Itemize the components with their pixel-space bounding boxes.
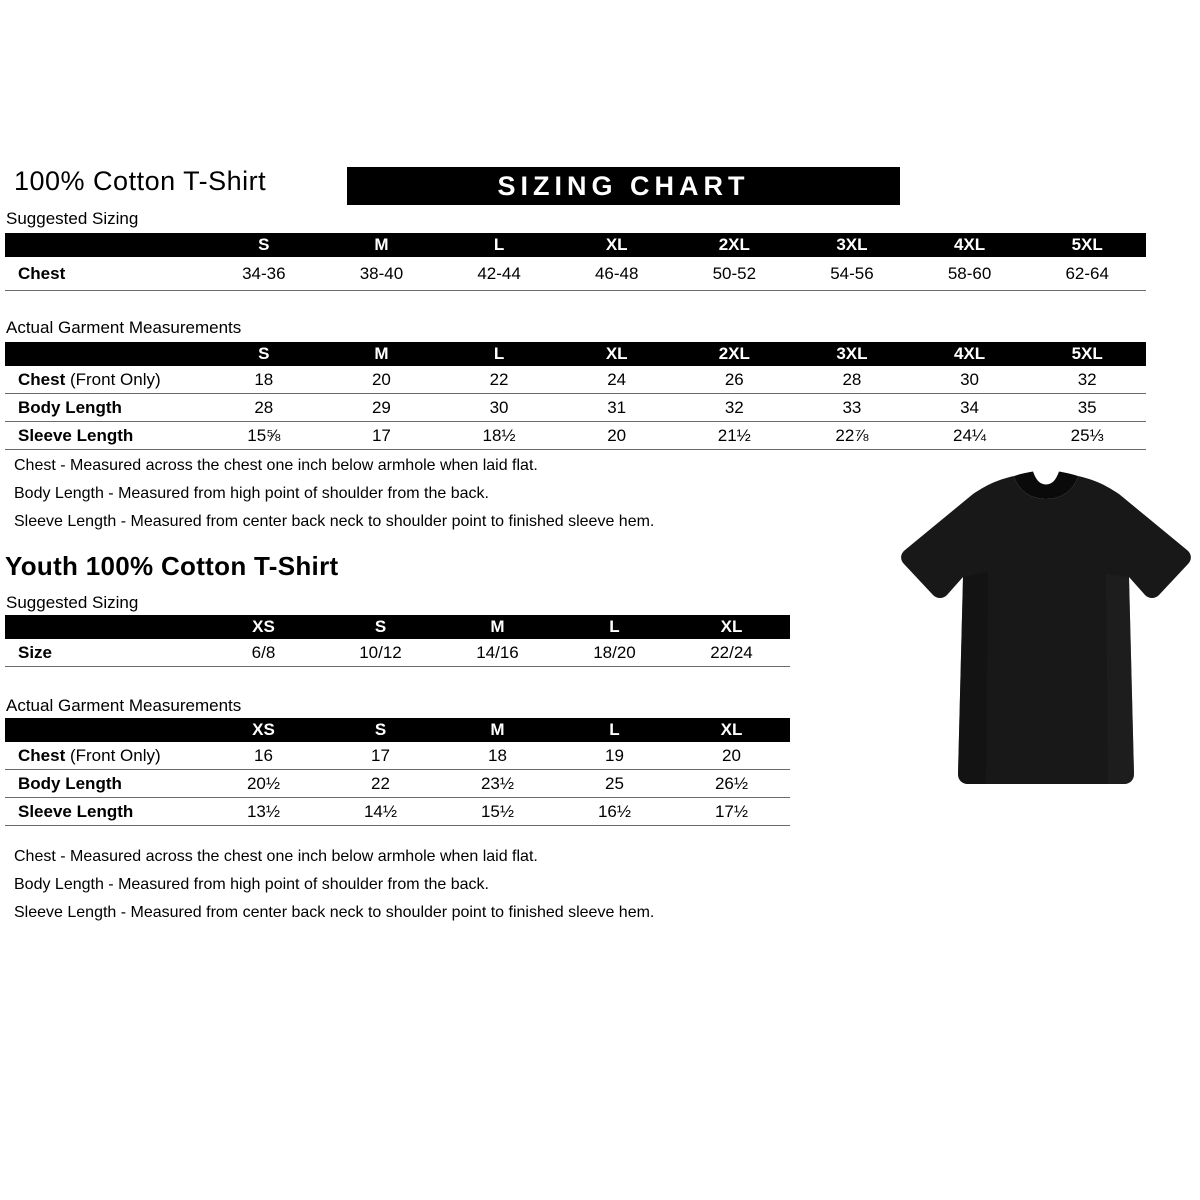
size-value-cell: 20 (371, 369, 391, 389)
size-value-cell: 32 (724, 397, 744, 417)
row-label-text: Chest (18, 745, 66, 765)
size-value-cell: 10/12 (359, 642, 402, 662)
size-value-cell: 50-52 (712, 263, 757, 283)
size-value-cell: 22/24 (710, 642, 753, 662)
row-label: Size (18, 642, 53, 662)
column-header: 3XL (836, 235, 868, 254)
column-header: S (374, 617, 387, 636)
table-row (5, 639, 790, 667)
column-header: 5XL (1071, 235, 1103, 254)
size-value-cell: 46-48 (594, 263, 639, 283)
row-label (5, 802, 205, 822)
youth-measurement-notes (14, 843, 654, 927)
size-value-cell: 28 (254, 397, 274, 417)
size-value-cell: 24 (607, 369, 627, 389)
column-header: XL (720, 720, 743, 739)
size-value-cell: 25 (605, 773, 624, 793)
column-header: S (258, 344, 270, 363)
column-header: M (490, 720, 505, 739)
row-label (5, 774, 205, 794)
size-value-cell: 18 (254, 369, 274, 389)
size-value-cell: 22 (371, 773, 390, 793)
size-value-cell: 17 (371, 745, 390, 765)
youth-actual-measurements-table (5, 718, 790, 826)
column-header: S (258, 235, 270, 254)
note-body-length: Body Length - Measured from high point of shoulder from the back. (14, 485, 489, 502)
table-row (5, 257, 1146, 291)
table-row (5, 394, 1146, 422)
table-header-row (5, 342, 1146, 366)
size-value-cell: 42-44 (477, 263, 521, 283)
row-label-text: Body Length (18, 773, 122, 793)
size-value-cell: 38-40 (359, 263, 404, 283)
column-header: M (374, 235, 389, 254)
size-value-cell: 26 (724, 369, 744, 389)
size-value-cell: 28 (842, 369, 862, 389)
table-header-row (5, 718, 790, 742)
size-value-cell: 33 (842, 397, 862, 417)
youth-section-title: Youth 100% Cotton T-Shirt (5, 551, 339, 581)
row-label-text: Sleeve Length (18, 801, 134, 821)
youth-actual-measurements-label: Actual Garment Measurements (6, 696, 242, 715)
row-label-text: Sleeve Length (18, 425, 134, 445)
size-value-cell: 62-64 (1065, 263, 1109, 283)
size-value-cell: 34 (960, 397, 980, 417)
size-value-cell: 15⅝ (247, 425, 281, 445)
size-value-cell: 21½ (717, 425, 751, 445)
note-chest: Chest - Measured across the chest one inch below armhole when laid flat. (14, 848, 538, 865)
column-header: L (493, 344, 505, 363)
column-header: M (374, 344, 389, 363)
column-header: L (493, 235, 505, 254)
size-value-cell: 20 (607, 425, 627, 445)
size-value-cell: 18 (488, 745, 507, 765)
adult-actual-measurements-label: Actual Garment Measurements (6, 318, 242, 337)
adult-suggested-sizing-table (5, 233, 1146, 291)
row-label (5, 426, 205, 446)
table-row (5, 770, 790, 798)
size-value-cell: 16 (254, 745, 273, 765)
size-value-cell: 6/8 (251, 642, 276, 662)
row-label-suffix: (Front Only) (65, 745, 161, 765)
size-value-cell: 30 (960, 369, 980, 389)
column-header: XL (605, 344, 628, 363)
table-header-row (5, 233, 1146, 257)
column-header: L (609, 720, 620, 739)
size-value-cell: 29 (371, 397, 391, 417)
size-value-cell: 20 (722, 745, 741, 765)
tshirt-icon (896, 462, 1196, 814)
table-row (5, 422, 1146, 450)
table-row (5, 798, 790, 826)
row-label (5, 370, 205, 390)
row-label-text: Chest (18, 369, 66, 389)
size-value-cell: 30 (489, 397, 509, 417)
size-value-cell: 19 (605, 745, 624, 765)
size-value-cell: 25⅓ (1070, 425, 1104, 445)
youth-suggested-sizing-table (5, 615, 790, 667)
size-value-cell: 18/20 (593, 642, 636, 662)
column-header: 5XL (1071, 344, 1103, 363)
size-value-cell: 17 (371, 425, 391, 445)
row-label (5, 746, 205, 766)
table-row (5, 366, 1146, 394)
size-value-cell: 24¼ (953, 425, 987, 445)
page-title: 100% Cotton T-Shirt (14, 166, 267, 196)
size-value-cell: 17½ (714, 801, 749, 821)
column-header: S (374, 720, 387, 739)
column-header: XS (252, 617, 275, 636)
size-value-cell: 14/16 (476, 642, 519, 662)
column-header: L (609, 617, 620, 636)
size-value-cell: 16½ (597, 801, 632, 821)
youth-suggested-sizing-label: Suggested Sizing (6, 593, 139, 612)
row-label-text: Body Length (18, 397, 122, 417)
column-header: XL (720, 617, 743, 636)
size-value-cell: 20½ (246, 773, 281, 793)
row-label-suffix: (Front Only) (65, 369, 161, 389)
size-value-cell: 35 (1077, 397, 1097, 417)
table-row (5, 742, 790, 770)
column-header: 4XL (953, 344, 986, 363)
adult-suggested-sizing-label: Suggested Sizing (6, 209, 139, 228)
size-value-cell: 54-56 (830, 263, 874, 283)
column-header: 3XL (836, 344, 868, 363)
column-header: M (490, 617, 505, 636)
column-header: XS (252, 720, 275, 739)
note-sleeve-length: Sleeve Length - Measured from center back neck to shoulder point to finished sleeve hem. (14, 513, 655, 530)
note-body-length: Body Length - Measured from high point of shoulder from the back. (14, 876, 489, 893)
size-value-cell: 26½ (714, 773, 749, 793)
size-value-cell: 23½ (480, 773, 515, 793)
size-value-cell: 58-60 (947, 263, 992, 283)
note-sleeve-length: Sleeve Length - Measured from center back neck to shoulder point to finished sleeve hem. (14, 904, 655, 921)
note-chest: Chest - Measured across the chest one inch below armhole when laid flat. (14, 457, 538, 474)
tshirt-image (896, 462, 1196, 814)
size-value-cell: 34-36 (242, 263, 286, 283)
size-value-cell: 32 (1077, 369, 1097, 389)
size-value-cell: 13½ (246, 801, 281, 821)
column-header: 4XL (953, 235, 986, 254)
column-header: XL (605, 235, 628, 254)
column-header: 2XL (718, 235, 750, 254)
size-value-cell: 22 (489, 369, 509, 389)
adult-measurement-notes (14, 452, 654, 536)
size-value-cell: 18½ (482, 425, 516, 445)
size-value-cell: 22⅞ (835, 425, 869, 445)
sizing-chart-banner: SIZING CHART (347, 167, 900, 205)
size-value-cell: 14½ (363, 801, 398, 821)
adult-actual-measurements-table (5, 342, 1146, 450)
row-label: Chest (18, 263, 66, 283)
size-value-cell: 31 (607, 397, 627, 417)
column-header: 2XL (718, 344, 750, 363)
size-value-cell: 15½ (480, 801, 515, 821)
table-header-row (5, 615, 790, 639)
row-label (5, 398, 205, 418)
